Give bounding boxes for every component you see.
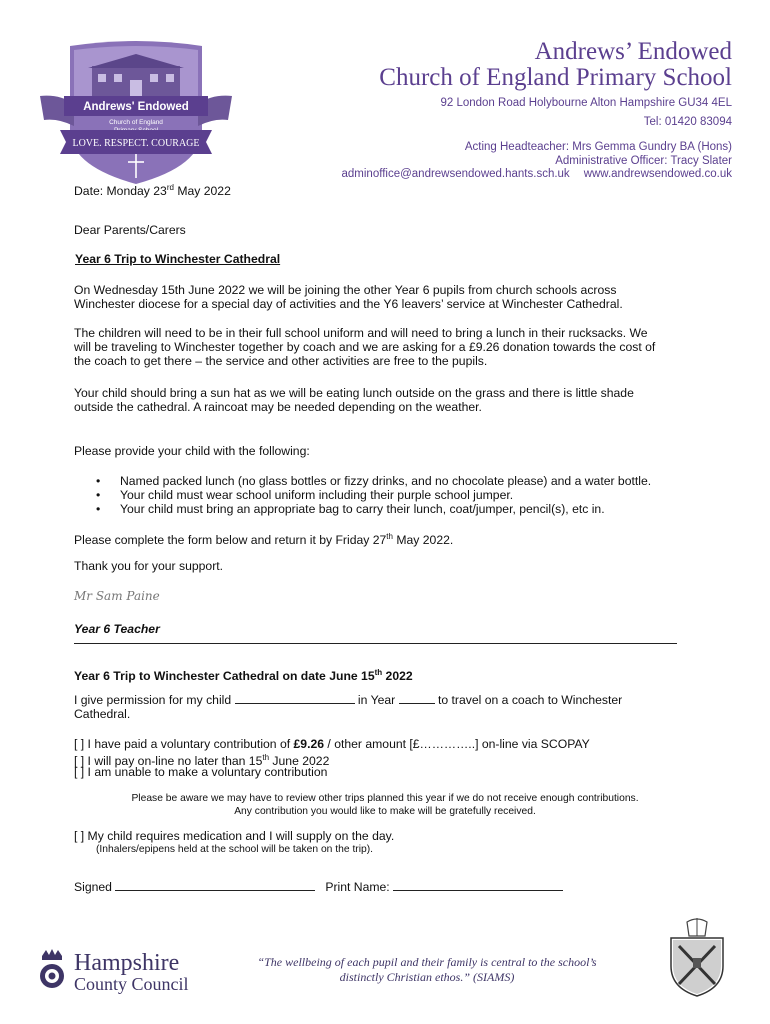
signatory-role: Year 6 Teacher bbox=[74, 622, 160, 636]
letter-date: Date: Monday 23rd May 2022 bbox=[74, 183, 231, 199]
handwritten-signature: Mr Sam Paine bbox=[74, 589, 160, 603]
svg-text:Church of England: Church of England bbox=[109, 119, 163, 126]
signature-field[interactable] bbox=[115, 880, 315, 891]
letter-heading: Year 6 Trip to Winchester Cathedral bbox=[75, 252, 281, 266]
admin-officer-line: Administrative Officer: Tracy Slater bbox=[555, 155, 732, 167]
list-item: • Your child must bring an appropriate bag to carry their lunch, coat/jumper, pencil(s), etc in. bbox=[92, 502, 651, 516]
hampshire-rose-crown-icon bbox=[36, 948, 68, 994]
checkbox-medication[interactable]: [ ] bbox=[74, 829, 85, 843]
list-item: • Named packed lunch (no glass bottles or fizzy drinks, and no chocolate please) and a water bottle. bbox=[92, 474, 651, 488]
year-group-field[interactable] bbox=[399, 693, 435, 704]
school-name-line-2: Church of England Primary School bbox=[379, 64, 732, 91]
school-address: 92 London Road Holybourne Alton Hampshire GU34 4EL bbox=[440, 97, 732, 109]
tear-off-divider bbox=[74, 643, 677, 644]
signature-row: Signed Print Name: bbox=[74, 880, 563, 894]
provide-intro: Please provide your child with the following: bbox=[74, 444, 310, 458]
permission-statement: I give permission for my child in Year to travel on a coach to Winchester Cathedral. bbox=[74, 693, 623, 721]
print-name-field[interactable] bbox=[393, 880, 563, 891]
return-deadline: Please complete the form below and return it by Friday 27th May 2022. bbox=[74, 532, 454, 548]
siams-quote: “The wellbeing of each pupil and their family is central to the school’s distinctly Christian ethos.” (SIAMS) bbox=[257, 955, 597, 984]
checkbox-unable[interactable]: [ ] bbox=[74, 765, 85, 779]
svg-text:Andrews' Endowed: Andrews' Endowed bbox=[83, 101, 189, 113]
option-unable-to-pay: [ ] I am unable to make a voluntary contribution bbox=[74, 765, 328, 779]
option-medication: [ ] My child requires medication and I will supply on the day. bbox=[74, 829, 395, 843]
email-link[interactable]: adminoffice@andrewsendowed.hants.sch.uk bbox=[341, 168, 570, 180]
paragraph-trip-intro: On Wednesday 15th June 2022 we will be joining the other Year 6 pupils from church schools across Winchester diocese for a special day of activities and the Y6 leavers’ service at Winchester Cathedral. bbox=[74, 283, 623, 311]
checkbox-will-pay[interactable]: [ ] bbox=[74, 754, 85, 769]
requirements-list bbox=[92, 474, 651, 516]
list-item: • Your child must wear school uniform including their purple school jumper. bbox=[92, 488, 651, 502]
child-name-field[interactable] bbox=[235, 693, 355, 704]
website-link[interactable]: www.andrewsendowed.co.uk bbox=[583, 168, 732, 180]
option-paid-contribution: [ ] I have paid a voluntary contribution of £9.26 / other amount [£…………..] on-line via SCOPAY bbox=[74, 737, 590, 751]
form-heading: Year 6 Trip to Winchester Cathedral on date June 15th 2022 bbox=[74, 668, 413, 684]
salutation: Dear Parents/Carers bbox=[74, 223, 186, 237]
contact-row bbox=[342, 168, 733, 180]
svg-text:LOVE. RESPECT. COURAGE: LOVE. RESPECT. COURAGE bbox=[72, 138, 200, 149]
option-will-pay: [ ] I will pay on-line no later than 15th June 2022 bbox=[74, 753, 330, 769]
contribution-notice: Please be aware we may have to review other trips planned this year if we do not receive enough contributions. Any contribution you would like to make will be gratefully received. bbox=[131, 793, 639, 817]
council-name: Hampshire bbox=[74, 950, 180, 976]
headteacher-line: Acting Headteacher: Mrs Gemma Gundry BA (Hons) bbox=[464, 141, 732, 153]
checkbox-paid[interactable]: [ ] bbox=[74, 737, 85, 751]
paragraph-sun-hat: Your child should bring a sun hat as we will be eating lunch outside on the grass and there is little shade outside the cathedral. A raincoat may be needed depending on the weather. bbox=[74, 386, 634, 414]
thanks-line: Thank you for your support. bbox=[74, 559, 224, 573]
diocese-shield-icon bbox=[665, 918, 729, 998]
medication-note: (Inhalers/epipens held at the school will be taken on the trip). bbox=[96, 844, 374, 855]
school-telephone: Tel: 01420 83094 bbox=[643, 116, 732, 128]
school-crest-logo bbox=[40, 38, 232, 186]
school-name-line-1: Andrews’ Endowed bbox=[534, 38, 732, 65]
paragraph-uniform-and-coach: The children will need to be in their full school uniform and will need to bring a lunch in their rucksacks. We will be traveling to Winchester together by coach and we are asking for a £9.26 donation towards the cost of the coach to get there – the service and other activities are free to the pupils. bbox=[74, 326, 656, 368]
council-name-subtitle: County Council bbox=[74, 974, 189, 994]
